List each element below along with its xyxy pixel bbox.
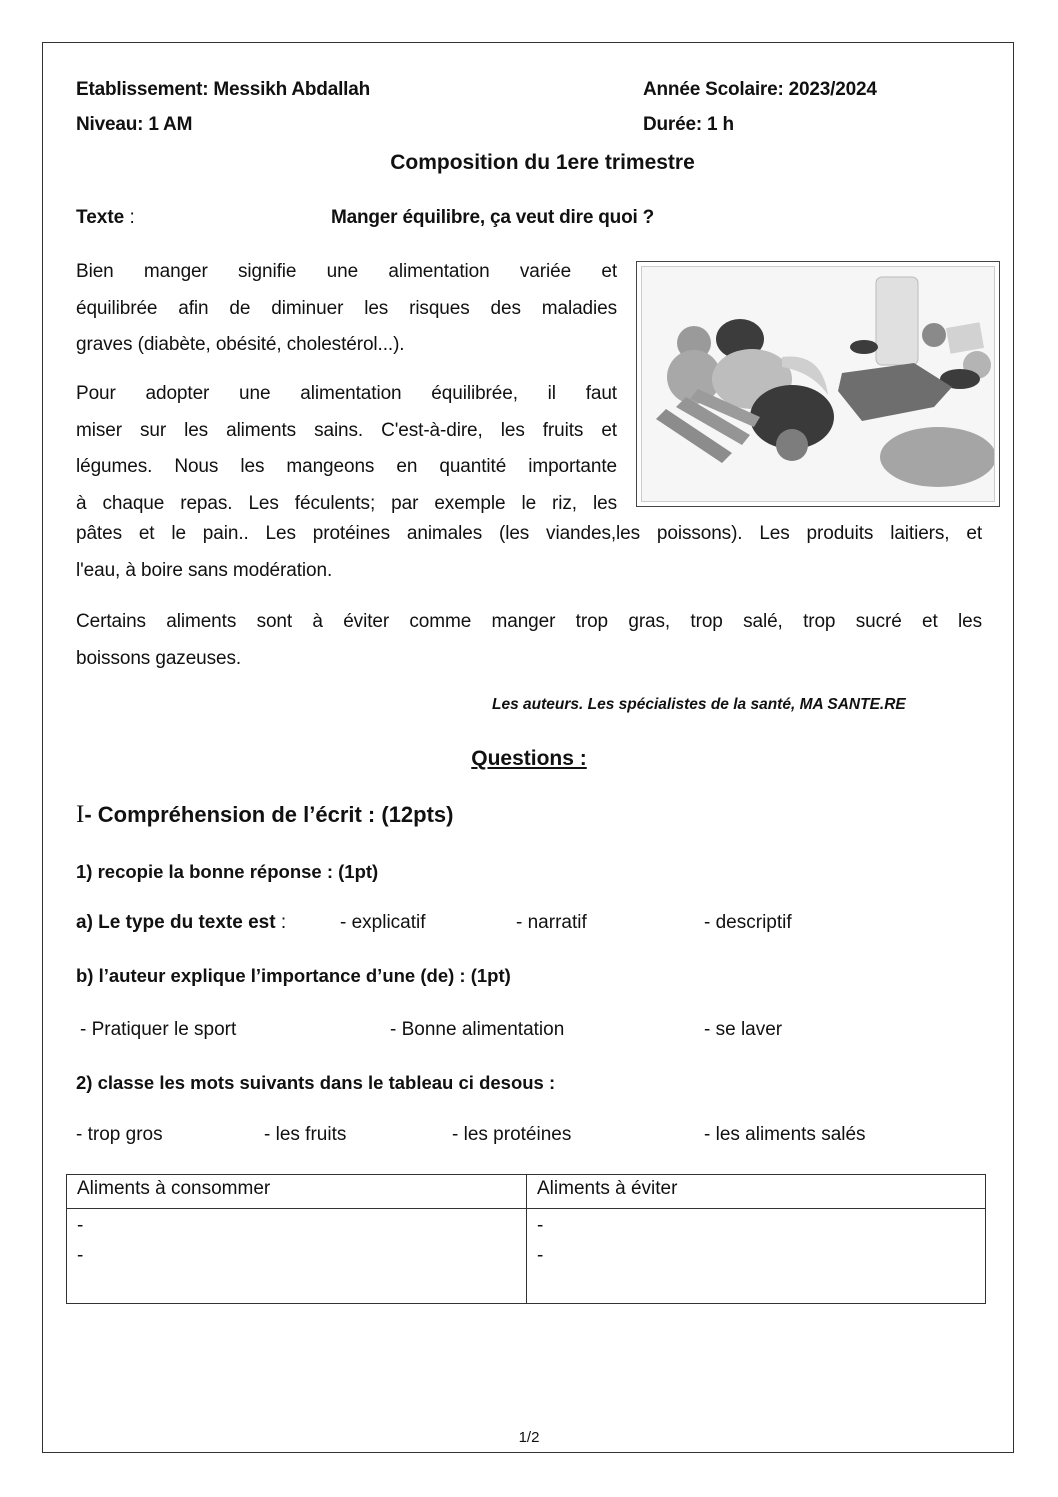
question-2-title: 2) classe les mots suivants dans le tableau ci desous : — [76, 1072, 556, 1093]
table-header-row — [67, 1175, 986, 1209]
paragraph-line: pâtes et le pain.. Les protéines animales (les viandes,les poissons). Les produits laitiers, et — [76, 523, 982, 544]
page-number: 1/2 — [518, 1429, 540, 1446]
word-aliments-sales: - les aliments salés — [704, 1124, 866, 1145]
table-cell-line: - — [537, 1245, 544, 1266]
paragraph-3 — [76, 604, 982, 677]
paragraph-2-narrow — [76, 376, 617, 522]
paragraph-line: l'eau, à boire sans modération. — [76, 559, 333, 581]
table-cell-line — [77, 1271, 516, 1301]
paragraph-line: à chaque repas. Les féculents; par exemple le riz, les — [76, 492, 617, 514]
table-header-eviter: Aliments à éviter — [527, 1175, 986, 1209]
option-bonne-alimentation[interactable]: - Bonne alimentation — [390, 1019, 565, 1040]
food-photo-icon — [642, 267, 995, 502]
table-cell-consommer[interactable] — [67, 1209, 527, 1304]
option-explicatif[interactable]: - explicatif — [340, 912, 426, 933]
paragraph-line: graves (diabète, obésité, cholestérol...). — [76, 334, 405, 355]
question-1b-label: b) l’auteur explique l’importance d’une (de) : (1pt) — [76, 965, 511, 986]
question-1a-label: a) Le type du texte est — [76, 912, 276, 933]
questions-heading: Questions : — [471, 747, 587, 770]
classification-table — [66, 1174, 986, 1304]
option-pratiquer-sport[interactable]: - Pratiquer le sport — [80, 1019, 237, 1040]
level: Niveau: 1 AM — [76, 114, 193, 135]
text-label-colon: : — [124, 207, 135, 228]
paragraph-line: Pour adopter une alimentation équilibrée, il faut — [76, 383, 617, 404]
table-cell-line — [537, 1271, 975, 1301]
table-row — [67, 1209, 986, 1304]
text-label: Texte — [76, 207, 125, 228]
option-descriptif[interactable]: - descriptif — [704, 912, 792, 933]
paragraph-2-wide — [76, 516, 982, 589]
food-photo-illustration — [641, 266, 995, 502]
paragraph-line: légumes. Nous les mangeons en quantité importante — [76, 456, 617, 477]
school-year: Année Scolaire: 2023/2024 — [643, 79, 877, 100]
word-trop-gros: - trop gros — [76, 1124, 163, 1145]
exam-title: Composition du 1ere trimestre — [390, 151, 695, 174]
paragraph-line: Certains aliments sont à éviter comme manger trop gras, trop salé, trop sucré et les — [76, 611, 982, 632]
table-cell-line: - — [77, 1245, 84, 1266]
duration: Durée: 1 h — [643, 114, 734, 135]
paragraph-line: Bien manger signifie une alimentation variée et — [76, 261, 617, 282]
paragraph-line: équilibrée afin de diminuer les risques des maladies — [76, 297, 617, 319]
section-roman-numeral: I — [76, 801, 85, 828]
question-1a-colon: : — [275, 912, 287, 933]
paragraph-line: boissons gazeuses. — [76, 647, 242, 669]
food-picture — [636, 261, 1000, 507]
paragraph-1 — [76, 254, 617, 364]
table-cell-line: - — [77, 1215, 84, 1236]
section-comprehension — [76, 801, 454, 829]
text-title: Manger équilibre, ça veut dire quoi ? — [331, 207, 655, 228]
table-cell-eviter[interactable] — [527, 1209, 986, 1304]
question-1-title: 1) recopie la bonne réponse : (1pt) — [76, 861, 379, 882]
table-header-consommer: Aliments à consommer — [67, 1175, 527, 1209]
question-1a — [76, 912, 286, 934]
word-les-proteines: - les protéines — [452, 1124, 572, 1145]
text-source: Les auteurs. Les spécialistes de la santé, MA SANTE.RE — [492, 696, 906, 713]
option-se-laver[interactable]: - se laver — [704, 1019, 783, 1040]
word-les-fruits: - les fruits — [264, 1124, 347, 1145]
text-label-row — [76, 207, 135, 229]
paragraph-line: miser sur les aliments sains. C'est-à-dire, les fruits et — [76, 419, 617, 441]
table-cell-line: - — [537, 1215, 544, 1236]
option-narratif[interactable]: - narratif — [516, 912, 587, 933]
school-name: Etablissement: Messikh Abdallah — [76, 79, 371, 100]
section-title: - Compréhension de l’écrit : (12pts) — [84, 802, 454, 827]
